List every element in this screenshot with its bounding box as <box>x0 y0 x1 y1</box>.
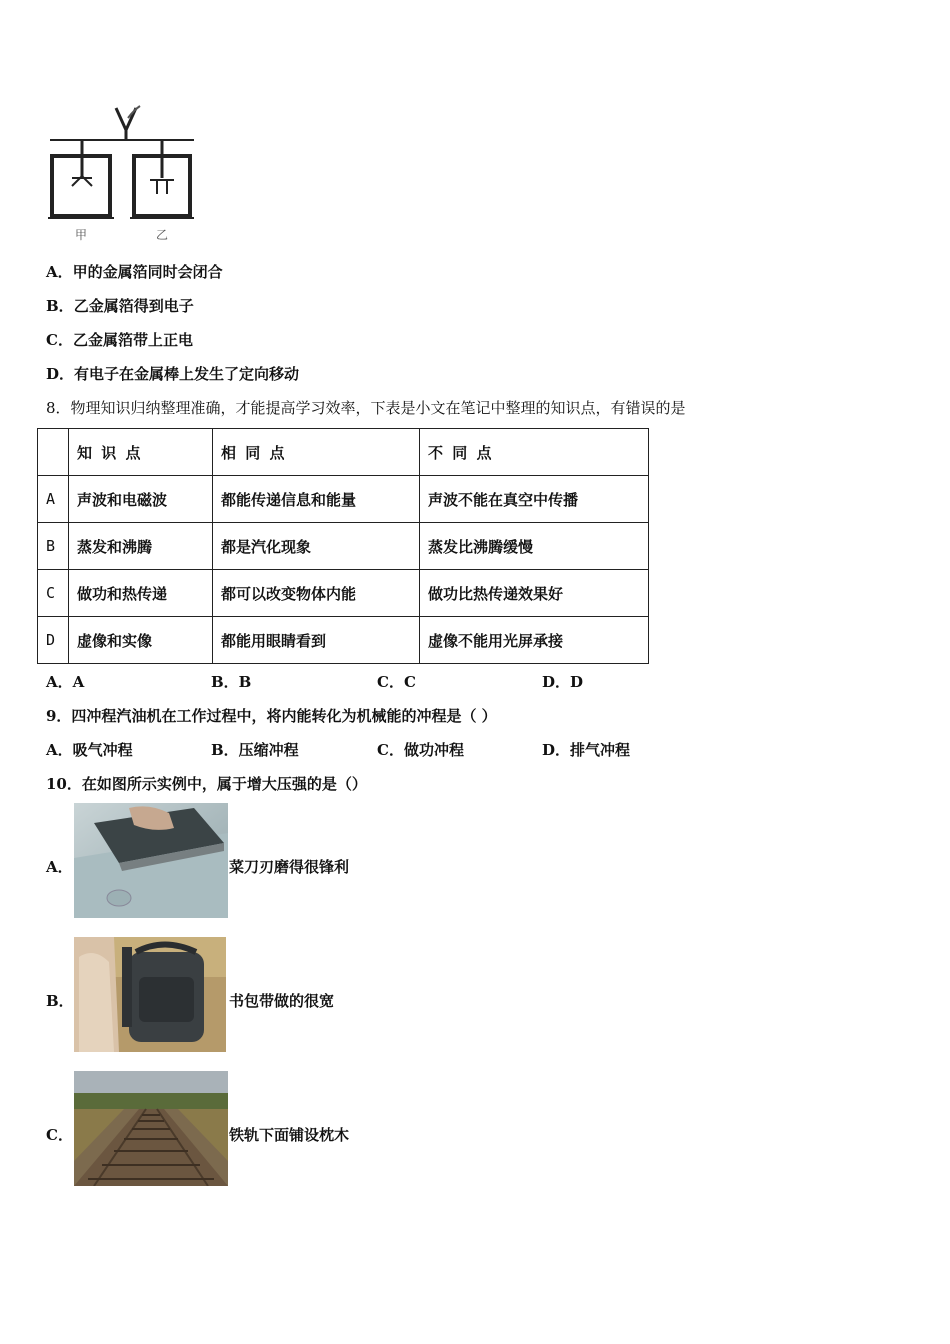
table-header: 不 同 点 <box>420 429 649 476</box>
q7-option-b: B．乙金属箔得到电子 <box>46 297 194 315</box>
q8-stem: 8．物理知识归纳整理准确，才能提高学习效率，下表是小文在笔记中整理的知识点，有错误的是 <box>46 399 686 417</box>
figure-label-right: 乙 <box>156 228 169 242</box>
table-cell: D <box>38 617 69 664</box>
table-row <box>38 523 649 570</box>
table-cell: C <box>38 570 69 617</box>
table-cell: 都是汽化现象 <box>213 523 420 570</box>
table-row <box>38 570 649 617</box>
q10-option-c-letter: C． <box>46 1126 73 1144</box>
q10-option-b-letter: B． <box>46 992 74 1010</box>
table-header: 相 同 点 <box>213 429 420 476</box>
table-cell: 蒸发比沸腾缓慢 <box>420 523 649 570</box>
table-cell: 虚像不能用光屏承接 <box>420 617 649 664</box>
q9-stem: 9．四冲程汽油机在工作过程中，将内能转化为机械能的冲程是（ ） <box>46 707 497 725</box>
backpack-photo <box>74 937 226 1052</box>
q10-option-b-text: 书包带做的很宽 <box>229 992 335 1010</box>
table-cell: B <box>38 523 69 570</box>
table-cell: A <box>38 476 69 523</box>
q8-option-a: A．A <box>46 673 85 691</box>
q10-option-a-text: 菜刀刃磨得很锋利 <box>229 858 350 876</box>
q7-option-d: D．有电子在金属棒上发生了定向移动 <box>46 365 300 383</box>
table-header: 知 识 点 <box>69 429 213 476</box>
q7-option-a: A．甲的金属箔同时会闭合 <box>46 263 223 281</box>
q9-option-d: D．排气冲程 <box>542 741 631 759</box>
q10-option-c-text: 铁轨下面铺设枕木 <box>229 1126 350 1144</box>
electroscope-figure <box>44 100 204 245</box>
q10-option-a-letter: A． <box>46 858 73 876</box>
table-cell: 声波和电磁波 <box>69 476 213 523</box>
table-header-row <box>38 429 649 476</box>
q10-stem: 10．在如图所示实例中，属于增大压强的是（） <box>46 775 367 793</box>
q9-option-b: B．压缩冲程 <box>211 741 299 759</box>
q7-option-c: C．乙金属箔带上正电 <box>46 331 193 349</box>
table-cell: 都能用眼睛看到 <box>213 617 420 664</box>
knife-sharpening-photo <box>74 803 228 918</box>
q9-option-a: A．吸气冲程 <box>46 741 133 759</box>
table-header <box>38 429 69 476</box>
q8-option-b: B．B <box>211 673 252 691</box>
figure-label-left: 甲 <box>75 228 88 242</box>
table-cell: 声波不能在真空中传播 <box>420 476 649 523</box>
q9-option-c: C．做功冲程 <box>377 741 464 759</box>
table-row <box>38 617 649 664</box>
q8-option-c: C．C <box>377 673 416 691</box>
table-cell: 都可以改变物体内能 <box>213 570 420 617</box>
table-cell: 做功比热传递效果好 <box>420 570 649 617</box>
table-cell: 虚像和实像 <box>69 617 213 664</box>
table-row <box>38 476 649 523</box>
table-cell: 蒸发和沸腾 <box>69 523 213 570</box>
table-cell: 做功和热传递 <box>69 570 213 617</box>
railway-track-photo <box>74 1071 228 1186</box>
q8-option-d: D．D <box>542 673 584 691</box>
table-cell: 都能传递信息和能量 <box>213 476 420 523</box>
knowledge-table <box>37 428 649 664</box>
